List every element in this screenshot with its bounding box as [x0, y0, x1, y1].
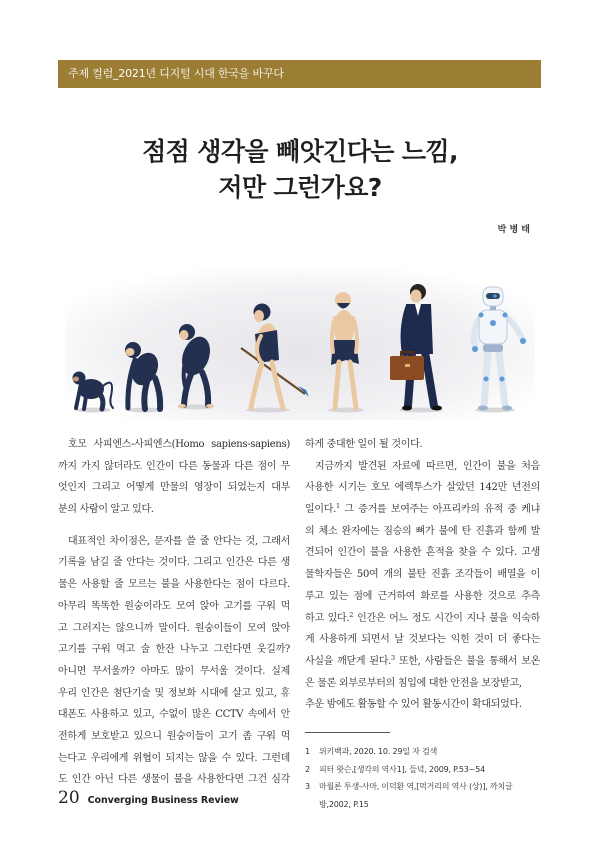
body-line	[305, 499, 540, 521]
chimp-face	[126, 348, 135, 356]
robot-hips	[483, 344, 503, 352]
paragraph-gap	[58, 521, 290, 531]
footnote-item	[305, 778, 540, 796]
body-line: 사용한 시기는 호모 에렉투스가 살았던 142만 년전의	[305, 482, 540, 494]
body-line: 고 그러지는 않으니까 말이다. 원숭이들이 모여 앉아	[58, 622, 290, 634]
body-line: 은 물론 외부로부터의 침입에 대한 안전을 보장받고,	[305, 677, 522, 689]
robot-shoulder-joint	[479, 313, 484, 318]
body-line: 는다고 우리에게 위협이 되지는 않을 수 있다. 그런데	[58, 752, 290, 764]
robot-hand	[520, 338, 526, 344]
body-line: 대표적인 차이점은, 문자를 쓸 줄 안다는 것, 그래서	[68, 535, 290, 547]
briefcase-clasp	[405, 364, 410, 367]
page-footer	[58, 788, 239, 812]
robot-foot	[478, 406, 488, 411]
body-text: 사실을 깨닫게 된다.	[305, 655, 391, 667]
robot-knee-joint	[484, 377, 489, 382]
robot-shoulder-joint	[503, 313, 508, 318]
article-title	[0, 134, 600, 206]
article-title-line-1: 점점 생각을 빼앗긴다는 느낌,	[142, 137, 458, 166]
left-column	[58, 434, 290, 791]
businessman-shoe	[432, 406, 442, 411]
body-text: 인간은 어느 정도 시간이 지나 불을 익숙하	[353, 612, 540, 624]
body-line: 까지 가지 않더라도 인간이 다른 동물과 다른 점이 무	[58, 460, 290, 472]
hominid-face	[180, 330, 189, 340]
hominid-foot	[206, 404, 214, 408]
body-line: 하게 중대한 일이 될 것이다.	[305, 439, 423, 450]
body-line: 게 사용하게 되면서 날 것보다는 익힌 것이 더 좋다는	[305, 634, 540, 646]
body-line	[305, 608, 540, 630]
footnote-number: 3	[305, 782, 310, 791]
publication-name: Converging Business Review	[87, 795, 239, 806]
page-number: 20	[58, 788, 80, 808]
body-line: 아무리 똑똑한 원숭이라도 모여 앉아 고기를 구워 먹	[58, 600, 290, 612]
body-line: 분의 사람이 알고 있다.	[58, 504, 154, 516]
body-line: 의 체소 완자에는 짐승의 뼈가 불에 탄 진흙과 함께 발	[305, 525, 540, 537]
body-line: 대폰도 사용하고 있고, 수없이 많은 CCTV 속에서 안	[58, 709, 290, 721]
body-text: 또한, 사람들은 불을 통해서 보온	[394, 655, 540, 667]
body-line: 엇인지 그리고 어떻게 만물의 영장이 되었는지 대부	[58, 482, 290, 494]
footnote-divider	[305, 732, 390, 733]
footnote-marker: 2	[349, 610, 354, 619]
right-column	[305, 434, 540, 716]
shadow	[75, 408, 111, 413]
body-line: 아니면 무서울까? 아마도 많이 무서울 것이다. 실제	[58, 665, 290, 677]
robot-chest-light	[490, 320, 496, 326]
body-text: 그 증거를 보여주는 아프리카의 유적 중 케냐	[339, 504, 540, 516]
body-line: 기록을 남길 줄 안다는 것이다. 그리고 인간은 다른 생	[58, 557, 290, 569]
body-line: 물은 사용할 줄 모르는 불을 사용한다는 점이 다르다.	[58, 579, 290, 591]
body-line: 도 인간 아닌 다른 생물이 불을 사용한다면 그건 심각	[58, 774, 290, 786]
footnote-marker: 3	[391, 653, 395, 662]
body-text: 일이다.	[305, 504, 336, 516]
body-line: 지금까지 발견된 자료에 따르면, 인간이 불을 처음	[315, 460, 540, 472]
monkey-face	[73, 377, 79, 382]
footnote-number: 2	[305, 764, 310, 774]
robot-hand	[472, 346, 478, 352]
robot-eye	[493, 294, 497, 298]
body-line: 루고 있는 점에 근거하여 화로를 사용한 것으로 추측	[305, 590, 540, 602]
robot-foot	[502, 406, 512, 411]
footnote-number: 1	[305, 747, 310, 756]
evolution-illustration	[65, 268, 535, 420]
footnote-item	[305, 761, 540, 779]
briefcase-icon	[390, 356, 424, 380]
businessman-shoe	[402, 406, 412, 411]
footnote-marker: 1	[335, 502, 340, 511]
hominid-foot	[178, 404, 186, 408]
robot-visor	[486, 293, 500, 299]
body-text: 하고 있다.	[305, 612, 350, 624]
footnote-item	[305, 743, 540, 761]
body-line: 물학자들은 50여 개의 불탄 진흙 조각들이 배열을 이	[305, 569, 540, 581]
body-line: 고기를 구워 먹고 술 한잔 나누고 그런다면 웃길까?	[58, 644, 290, 656]
caveman-face	[254, 310, 264, 322]
body-line: 전하게 보호받고 있으니 원숭이들이 고기 좀 구워 먹	[58, 730, 290, 742]
chimp-leg	[144, 382, 147, 409]
body-line: 추운 밤에도 활동할 수 있어 활동시간이 확대되었다.	[305, 699, 522, 711]
businessman-face	[411, 290, 422, 303]
article-title-line-2: 저만 그런가요?	[218, 173, 382, 202]
robot-knee-joint	[500, 377, 505, 382]
body-line	[305, 651, 540, 673]
footnote-continuation: 방,2002, P.15	[319, 799, 369, 809]
footnotes	[305, 743, 540, 813]
body-line: 견되어 인간이 불을 사용한 흔적을 찾을 수 있다. 고생	[305, 547, 540, 559]
footnote-text: 위키백과, 2020. 10. 29일 자 검색	[319, 747, 438, 756]
footnote-text: 피터 왓슨,[생각의 역사1], 들녘, 2009, P.53~54	[319, 764, 485, 774]
section-header-bar	[58, 60, 541, 88]
body-line: 우리 인간은 첨단기술 및 정보화 시대에 살고 있고, 휴	[58, 687, 290, 699]
footnote-text: 마월론 투생-사마, 이덕환 역,[먹거리의 역사 (상)], 까치글	[319, 782, 513, 791]
section-header-label: 주제 컬럼_2021년 디지털 시대 한국을 바꾸다	[68, 67, 284, 80]
article-author: 박 병 태	[497, 225, 530, 235]
body-line: 호모 사피엔스-사피엔스(Homo sapiens-sapiens)	[68, 439, 290, 450]
